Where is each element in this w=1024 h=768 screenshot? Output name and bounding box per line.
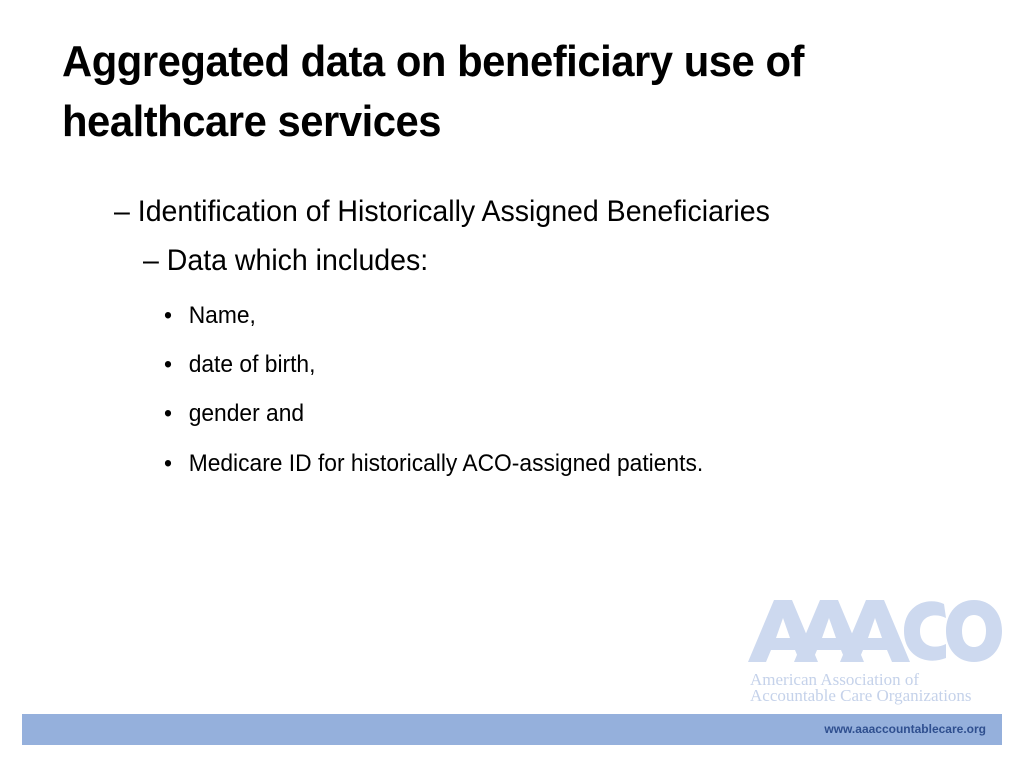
footer-url[interactable]: www.aaaccountablecare.org [824, 722, 986, 736]
level1-text: Identification of Historically Assigned Beneficiaries [137, 195, 770, 228]
bullet-dot: • [164, 450, 172, 477]
bullet-text: Name, [188, 302, 256, 329]
bullet-item [164, 351, 315, 379]
level2-dash: – [143, 244, 159, 277]
aaaco-logo [748, 598, 1004, 710]
bullet-item [164, 450, 703, 478]
aaaco-logo-icon [748, 598, 1002, 664]
bullet-dot: • [164, 302, 172, 329]
level1-dash: – [114, 195, 130, 228]
bullet-text: date of birth, [188, 351, 316, 378]
bullet-text: Medicare ID for historically ACO-assigned patients. [188, 450, 704, 477]
logo-subtitle-line1: American Association of [750, 670, 920, 689]
footer-bar [22, 714, 1002, 745]
bullet-dot: • [164, 400, 172, 427]
slide-title: Aggregated data on beneficiary use of healthcare services [62, 37, 804, 146]
level2-text: Data which includes: [166, 244, 429, 277]
bullet-dot: • [164, 351, 172, 378]
bullet-item [164, 302, 256, 330]
level2-item [143, 244, 428, 278]
bullet-item [164, 400, 304, 428]
bullet-text: gender and [188, 400, 305, 427]
level1-item [114, 195, 770, 229]
logo-subtitle-line2: Accountable Care Organizations [750, 686, 972, 705]
